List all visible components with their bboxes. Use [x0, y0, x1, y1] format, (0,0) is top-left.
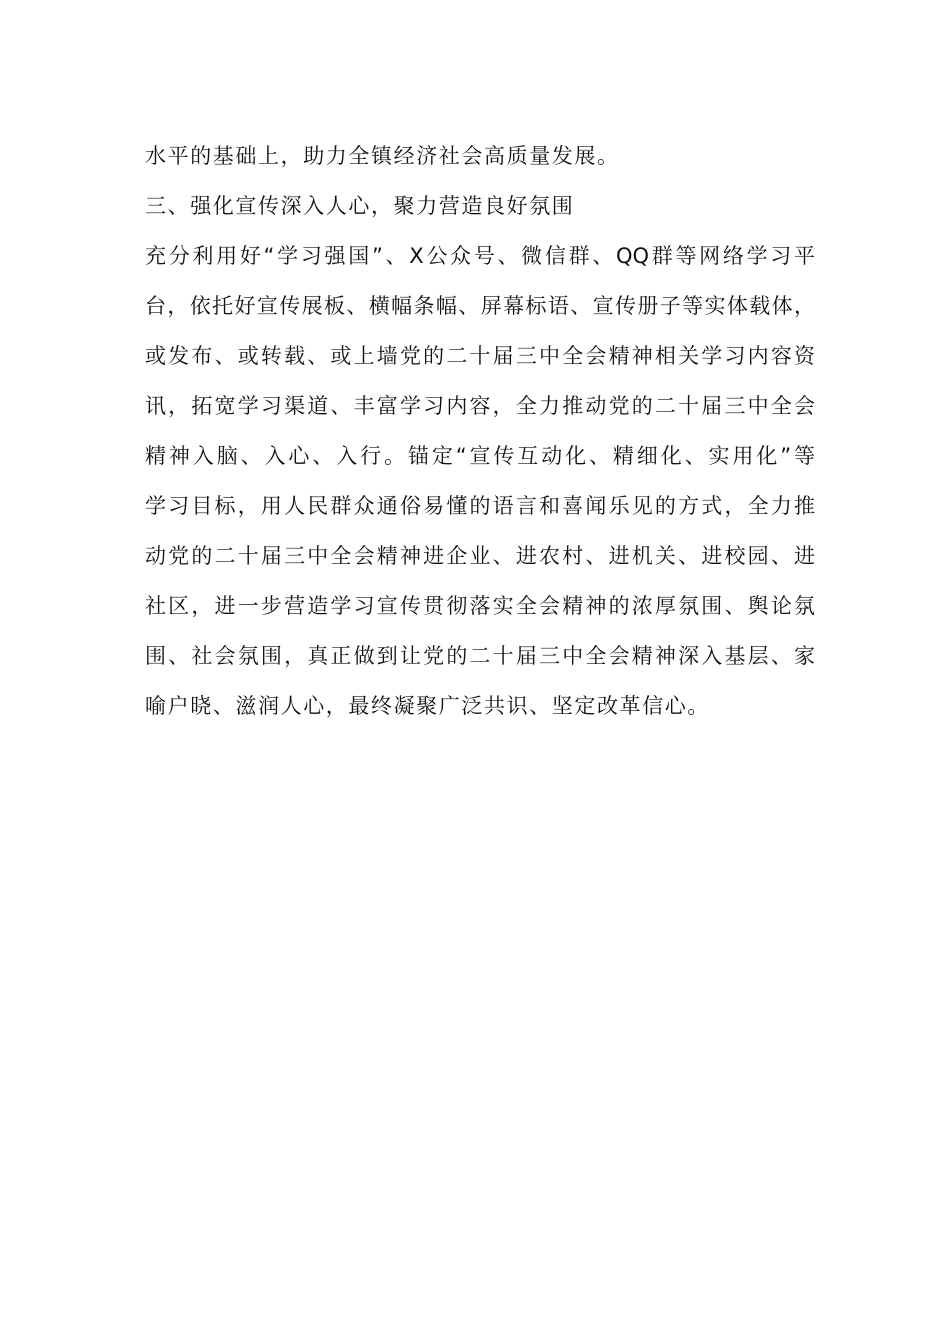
paragraph-line: 充分利用好“学习强国”、X公众号、微信群、QQ群等网络学习平: [145, 244, 815, 268]
paragraph-line: 或发布、或转载、或上墙党的二十届三中全会精神相关学习内容资: [145, 344, 815, 368]
paragraph-line: 台，依托好宣传展板、横幅条幅、屏幕标语、宣传册子等实体载体，: [145, 294, 815, 318]
paragraph-line: 学习目标，用人民群众通俗易懂的语言和喜闻乐见的方式，全力推: [145, 494, 815, 518]
paragraph-line: 社区，进一步营造学习宣传贯彻落实全会精神的浓厚氛围、舆论氛: [145, 594, 815, 618]
paragraph-line: 精神入脑、入心、入行。锚定“宣传互动化、精细化、实用化”等: [145, 444, 815, 468]
paragraph-line: 水平的基础上，助力全镇经济社会高质量发展。: [145, 144, 620, 168]
paragraph-line: 喻户晓、滋润人心，最终凝聚广泛共识、坚定改革信心。: [145, 694, 710, 718]
paragraph-line: 动党的二十届三中全会精神进企业、进农村、进机关、进校园、进: [145, 544, 815, 568]
paragraph-line: 讯，拓宽学习渠道、丰富学习内容，全力推动党的二十届三中全会: [145, 394, 815, 418]
document-body: [145, 131, 815, 731]
section-heading: 三、强化宣传深入人心，聚力营造良好氛围: [145, 194, 575, 218]
paragraph-line: 围、社会氛围，真正做到让党的二十届三中全会精神深入基层、家: [145, 644, 815, 668]
